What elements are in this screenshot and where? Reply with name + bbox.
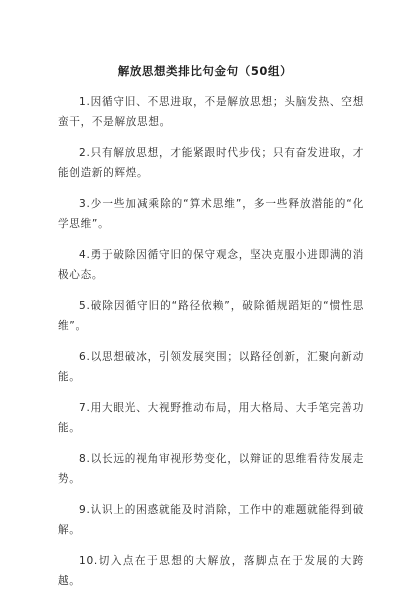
document-title: 解放思想类排比句金句（50组）	[117, 64, 293, 78]
item-list	[58, 92, 364, 602]
list-item: 1.因循守旧、不思进取，不是解放思想；头脑发热、空想蛮干，不是解放思想。	[58, 96, 364, 128]
list-item: 10.切入点在于思想的大解放，落脚点在于发展的大跨越。	[58, 555, 364, 587]
list-item: 3.少一些加减乘除的“算术思维”，多一些释放潜能的“化学思维”。	[58, 198, 364, 230]
list-item: 6.以思想破冰，引领发展突围；以路径创新，汇聚向新动能。	[58, 351, 364, 383]
list-item: 9.认识上的困惑就能及时消除，工作中的难题就能得到破解。	[58, 504, 364, 536]
list-item: 5.破除因循守旧的“路径依赖”，破除循规蹈矩的“惯性思维”。	[58, 300, 364, 332]
list-item: 7.用大眼光、大视野推动布局，用大格局、大手笔完善功能。	[58, 402, 364, 434]
list-item: 2.只有解放思想，才能紧跟时代步伐；只有奋发进取，才能创造新的辉煌。	[58, 147, 364, 179]
list-item: 4.勇于破除因循守旧的保守观念，坚决克服小进即满的消极心态。	[58, 249, 364, 281]
list-item: 8.以长远的视角审视形势变化，以辩证的思维看待发展走势。	[58, 453, 364, 485]
